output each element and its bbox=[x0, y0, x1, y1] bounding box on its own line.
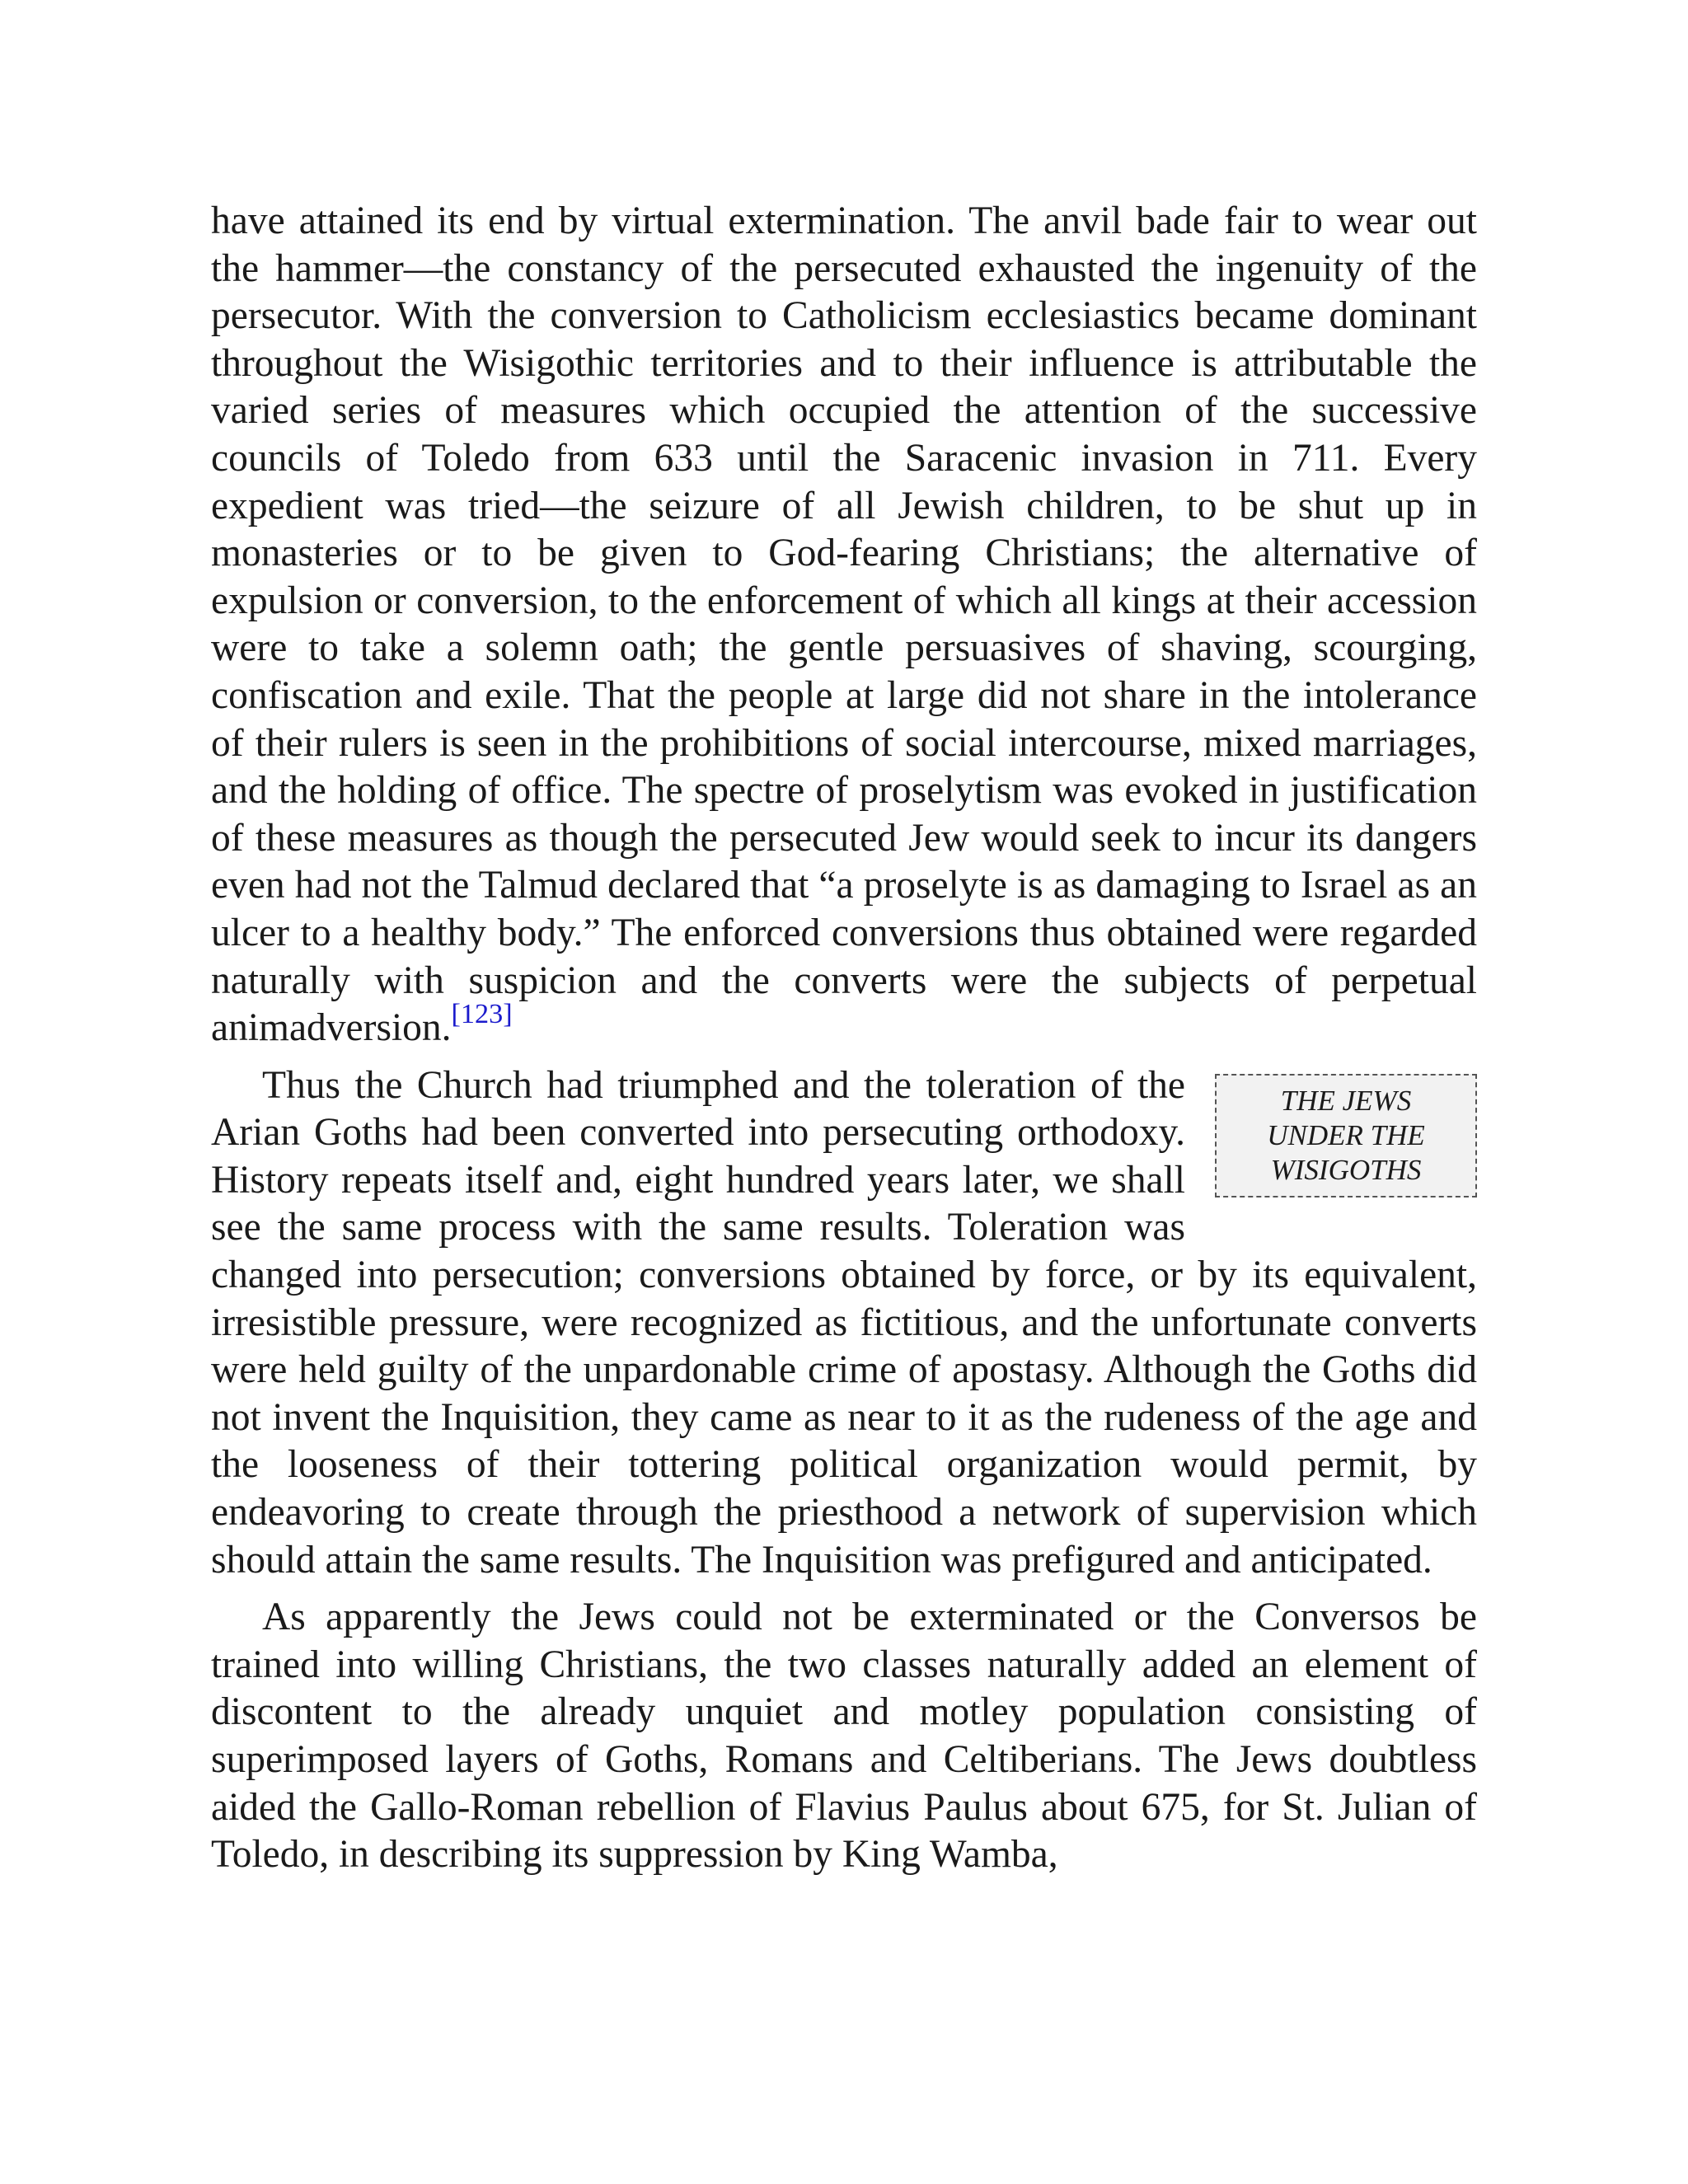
sidenote-line-1: THE JEWS bbox=[1280, 1084, 1412, 1117]
paragraph-1-text: have attained its end by virtual extermination. The anvil bade fair to wear out the hammer—the constancy of the persecuted exhausted the ingenuity of the persecutor. With the conversion to Catholicism ecclesiastics became dominant throughout the Wisigothic territories and to their influence is attributable the varied series of measures which occupied the attention of the successive councils of Toledo from 633 until the Saracenic invasion in 711. Every expedient was tried—the seizure of all Jewish children, to be shut up in monasteries or to be given to God-fearing Christians; the alternative of expulsion or conversion, to the enforcement of which all kings at their accession were to take a solemn oath; the gentle persuasives of shaving, scourging, confiscation and exile. That the people at large did not share in the intolerance of their rulers is seen in the prohibitions of social intercourse, mixed marriages, and the holding of office. The spectre of proselytism was evoked in justification of these measures as though the persecuted Jew would seek to incur its dangers even had not the Talmud declared that “a proselyte is as damaging to Israel as an ulcer to a healthy body.” The enforced conversions thus obtained were regarded naturally with suspicion and the converts were the subjects of perpetual animadversion. bbox=[211, 199, 1477, 1050]
paragraph-2 bbox=[211, 1062, 1477, 1585]
paragraph-2-text: Thus the Church had triumphed and the toleration of the Arian Goths had been converted into persecuting orthodoxy. History repeats itself and, eight hundred years later, we shall see the same process with the same results. Toleration was changed into persecution; conversions obtained by force, or by its equivalent, irresistible pressure, were recognized as fictitious, and the unfortunate converts were held guilty of the unpardonable crime of apostasy. Although the Goths did not invent the Inquisition, they came as near to it as the rudeness of the age and the looseness of their tottering political organization would permit, by endeavoring to create through the priesthood a network of supervision which should attain the same results. The Inquisition was prefigured and anticipated. bbox=[211, 1063, 1477, 1582]
page-content bbox=[211, 198, 1477, 1879]
sidenote-line-3: WISIGOTHS bbox=[1270, 1153, 1422, 1186]
sidenote-box bbox=[1215, 1074, 1477, 1197]
paragraph-3-text: As apparently the Jews could not be exterminated or the Conversos be trained into willing Christians, the two classes naturally added an element of discontent to the already unquiet and motley population consisting of superimposed layers of Goths, Romans and Celtiberians. The Jews doubtless aided the Gallo-Roman rebellion of Flavius Paulus about 675, for St. Julian of Toledo, in describing its suppression by King Wamba, bbox=[211, 1596, 1477, 1877]
paragraph-3 bbox=[211, 1594, 1477, 1879]
sidenote-line-2: UNDER THE bbox=[1267, 1118, 1425, 1151]
paragraph-1 bbox=[211, 198, 1477, 1052]
footnote-link-123[interactable]: [123] bbox=[451, 998, 513, 1029]
